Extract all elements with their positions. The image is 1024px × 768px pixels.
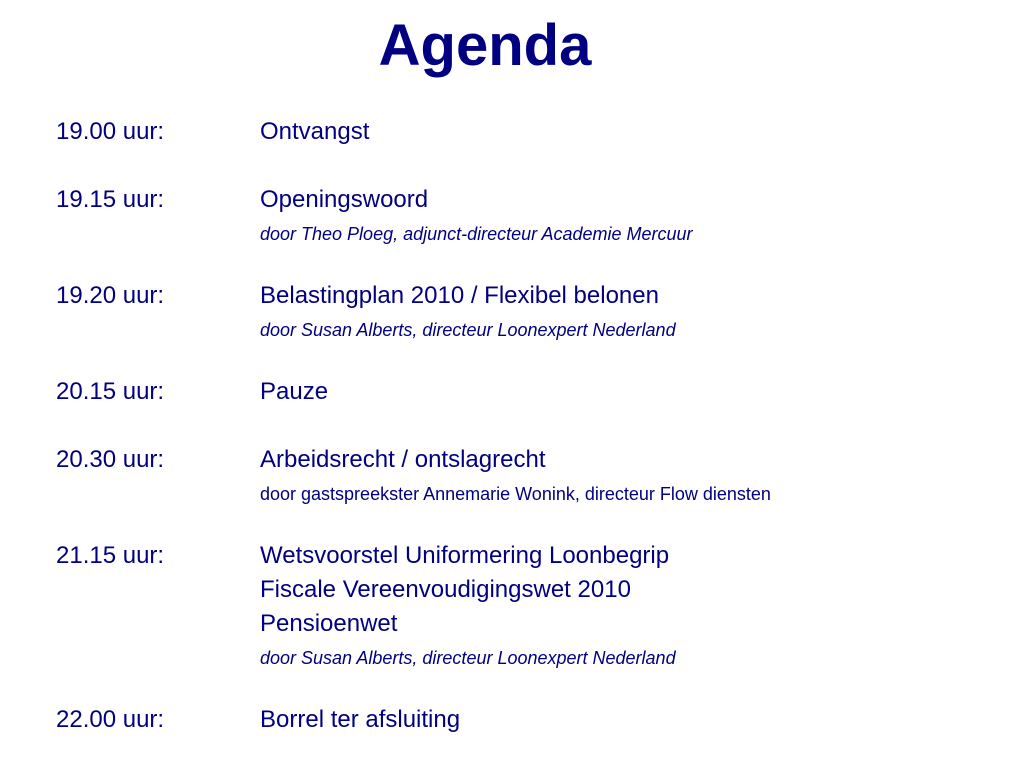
agenda-content [260, 279, 996, 347]
page-title: Agenda [378, 13, 592, 78]
agenda-item [56, 443, 996, 511]
agenda-topic: Fiscale Vereenvoudigingswet 2010 [260, 576, 631, 603]
agenda-content [260, 443, 996, 511]
agenda-speaker: door Susan Alberts, directeur Loonexpert Nederland [260, 648, 676, 668]
agenda-topic: Belastingplan 2010 / Flexibel belonen [260, 282, 659, 309]
agenda-content [260, 115, 996, 149]
agenda-speaker: door gastspreekster Annemarie Wonink, directeur Flow diensten [260, 484, 771, 504]
agenda-list [56, 115, 996, 765]
agenda-time: 19.20 uur: [56, 282, 165, 309]
agenda-time: 19.15 uur: [56, 186, 165, 213]
agenda-time: 20.30 uur: [56, 446, 165, 473]
agenda-topic: Arbeidsrecht / ontslagrecht [260, 446, 546, 473]
agenda-item [56, 279, 996, 347]
agenda-topic: Wetsvoorstel Uniformering Loonbegrip [260, 542, 670, 569]
agenda-time: 20.15 uur: [56, 378, 165, 405]
agenda-content [260, 539, 996, 675]
agenda-item [56, 183, 996, 251]
agenda-item [56, 539, 996, 675]
agenda-speaker: door Theo Ploeg, adjunct-directeur Academie Mercuur [260, 224, 693, 244]
agenda-topic: Ontvangst [260, 118, 370, 145]
agenda-content [260, 375, 996, 409]
agenda-topic: Borrel ter afsluiting [260, 706, 461, 733]
agenda-topic: Pensioenwet [260, 610, 398, 637]
agenda-item [56, 703, 996, 737]
agenda-time: 21.15 uur: [56, 542, 165, 569]
agenda-time: 22.00 uur: [56, 706, 165, 733]
agenda-topic: Pauze [260, 378, 329, 405]
agenda-time: 19.00 uur: [56, 118, 165, 145]
agenda-topic: Openingswoord [260, 186, 429, 213]
agenda-content [260, 703, 996, 737]
agenda-speaker: door Susan Alberts, directeur Loonexpert Nederland [260, 320, 676, 340]
agenda-content [260, 183, 996, 251]
agenda-item [56, 375, 996, 409]
agenda-item [56, 115, 996, 149]
